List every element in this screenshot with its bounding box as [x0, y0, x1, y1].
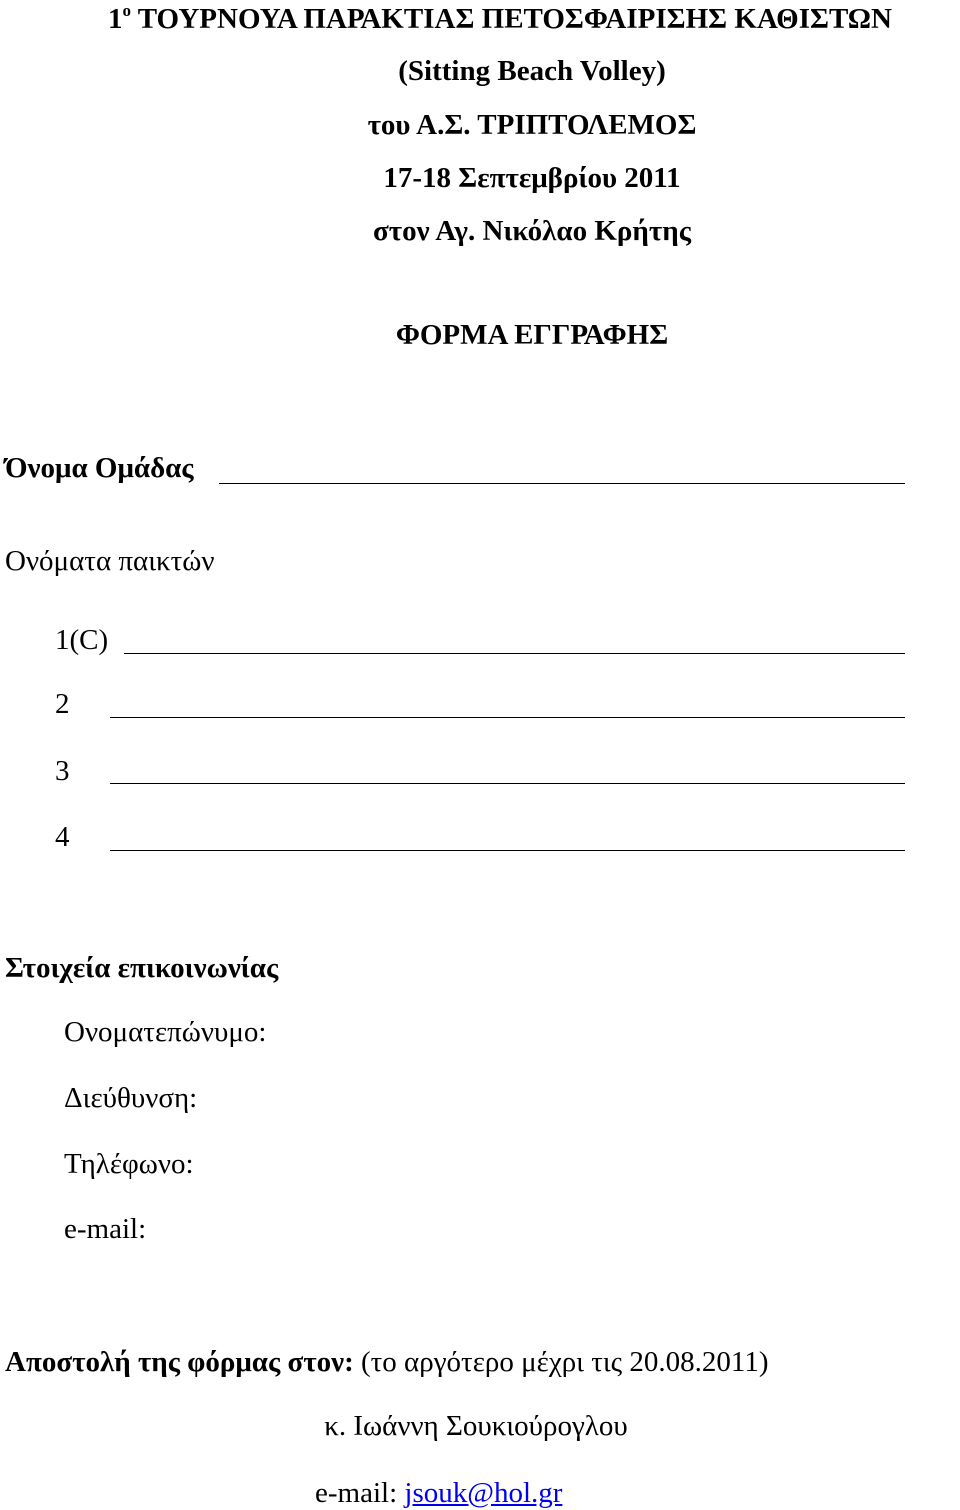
organizer: του Α.Σ. ΤΡΙΠΤΟΛΕΜΟΣ — [367, 109, 697, 141]
send-label: Αποστολή της φόρμας στον: — [5, 1346, 354, 1378]
contact-address-label: Διεύθυνση: — [64, 1082, 198, 1114]
tournament-title — [108, 1, 892, 35]
player-row-label-4: 4 — [55, 821, 70, 853]
player-line-3[interactable] — [110, 783, 905, 784]
player-row-label-2: 2 — [55, 688, 70, 720]
team-name-line[interactable] — [219, 483, 905, 484]
email-link[interactable]: jsouk@hol.gr — [404, 1477, 563, 1509]
player-line-1[interactable] — [124, 653, 905, 654]
event-location: στον Αγ. Νικόλαο Κρήτης — [373, 215, 691, 247]
email-label: e-mail: — [315, 1477, 405, 1509]
recipient-email — [315, 1479, 562, 1508]
player-line-4[interactable] — [110, 850, 905, 851]
form-title: ΦΟΡΜΑ ΕΓΓΡΑΦΗΣ — [395, 319, 669, 351]
player-line-2[interactable] — [110, 717, 905, 718]
contact-email-label: e-mail: — [64, 1213, 147, 1245]
send-instructions — [5, 1348, 769, 1377]
deadline-text: (το αργότερο μέχρι τις 20.08.2011) — [353, 1346, 769, 1378]
tournament-subtitle: (Sitting Beach Volley) — [398, 55, 666, 87]
player-row-label-1: 1(C) — [55, 624, 109, 656]
team-name-label: Όνομα Ομάδας — [5, 452, 194, 484]
contact-title: Στοιχεία επικοινωνίας — [5, 952, 279, 984]
player-row-label-3: 3 — [55, 755, 70, 787]
recipient-name: κ. Ιωάννη Σουκιούρογλου — [324, 1410, 628, 1442]
players-label: Ονόματα παικτών — [5, 545, 215, 577]
ordinal-superscript: ο — [122, 1, 131, 20]
tournament-title-text: ΤΟΥΡΝΟΥΑ ΠΑΡΑΚΤΙΑΣ ΠΕΤΟΣΦΑΙΡΙΣΗΣ ΚΑΘΙΣΤΩΝ — [131, 3, 892, 35]
tournament-number: 1 — [108, 3, 123, 35]
contact-phone-label: Τηλέφωνο: — [64, 1148, 194, 1180]
contact-name-label: Ονοματεπώνυμο: — [64, 1016, 267, 1048]
event-dates: 17-18 Σεπτεμβρίου 2011 — [383, 162, 681, 194]
